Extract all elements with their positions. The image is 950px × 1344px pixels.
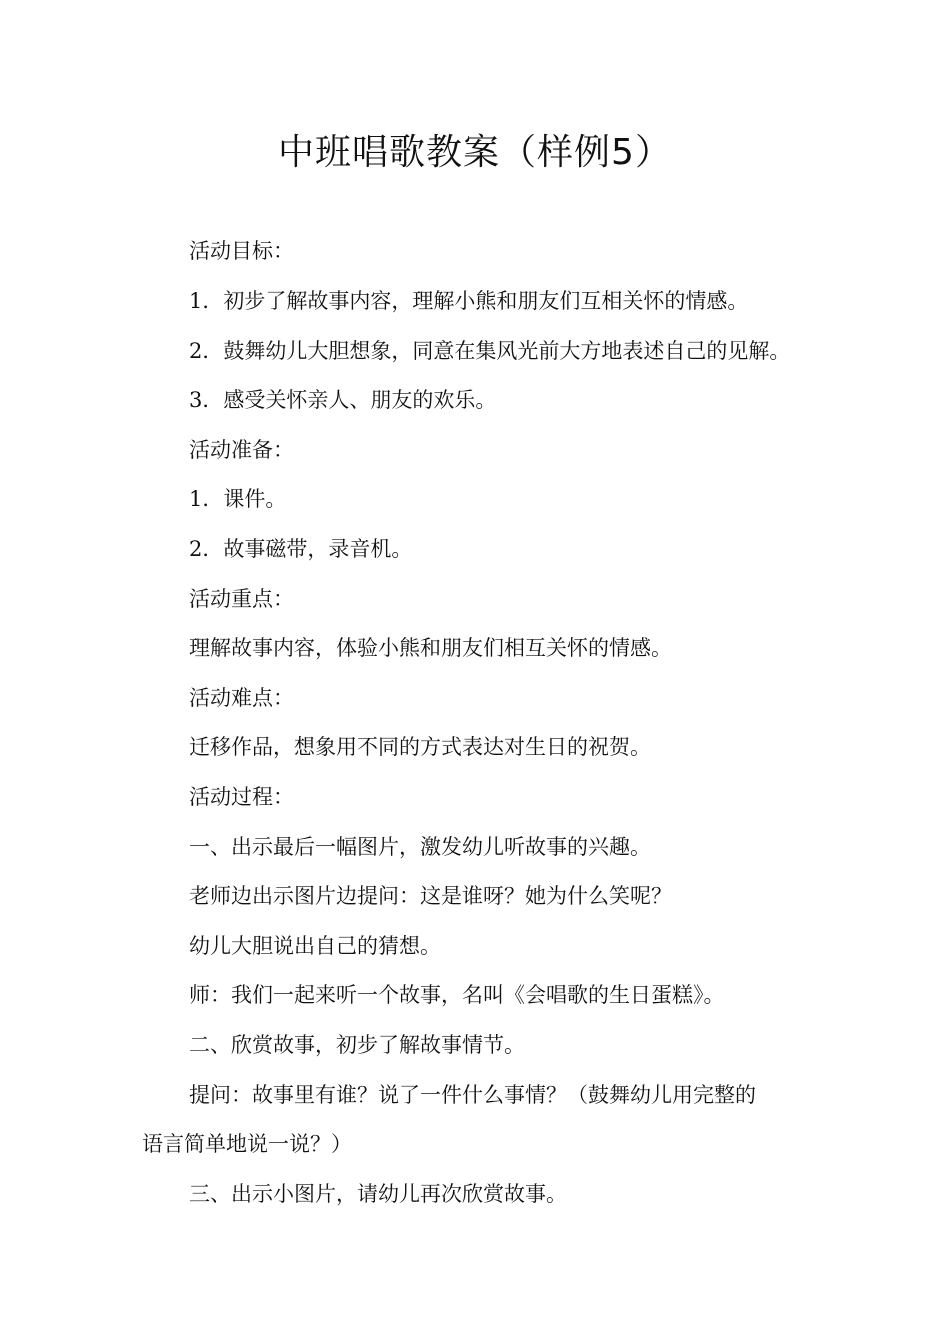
section-heading-difficulties: 活动难点： bbox=[189, 686, 294, 710]
text-line: 老师边出示图片边提问：这是谁呀？她为什么笑呢？ bbox=[189, 884, 672, 908]
section-heading-goals: 活动目标： bbox=[189, 239, 294, 263]
text-line: 1．课件。 bbox=[189, 487, 287, 511]
text-line: 一、出示最后一幅图片，激发幼儿听故事的兴趣。 bbox=[189, 835, 651, 859]
text-line: 三、出示小图片，请幼儿再次欣赏故事。 bbox=[189, 1182, 567, 1206]
text-line: 二、欣赏故事，初步了解故事情节。 bbox=[189, 1033, 525, 1057]
section-heading-process: 活动过程： bbox=[189, 785, 294, 809]
text-line: 理解故事内容，体验小熊和朋友们相互关怀的情感。 bbox=[189, 636, 672, 660]
text-line: 师：我们一起来听一个故事，名叫《会唱歌的生日蛋糕》。 bbox=[189, 983, 725, 1007]
text-line: 2．鼓舞幼儿大胆想象，同意在集风光前大方地表述自己的见解。 bbox=[189, 339, 791, 363]
text-line: 1．初步了解故事内容，理解小熊和朋友们互相关怀的情感。 bbox=[189, 289, 749, 313]
text-line: 3．感受关怀亲人、朋友的欢乐。 bbox=[189, 388, 497, 412]
text-line: 2．故事磁带，录音机。 bbox=[189, 537, 413, 561]
text-line: 语言简单地说一说？） bbox=[142, 1132, 352, 1156]
section-heading-key-points: 活动重点： bbox=[189, 587, 294, 611]
text-line: 提问：故事里有谁？说了一件什么事情？（鼓舞幼儿用完整的 bbox=[189, 1083, 756, 1107]
section-heading-preparation: 活动准备： bbox=[189, 438, 294, 462]
page-title: 中班唱歌教案（样例5） bbox=[278, 132, 672, 173]
text-line: 幼儿大胆说出自己的猜想。 bbox=[189, 934, 441, 958]
text-line: 迁移作品，想象用不同的方式表达对生日的祝贺。 bbox=[189, 735, 651, 759]
